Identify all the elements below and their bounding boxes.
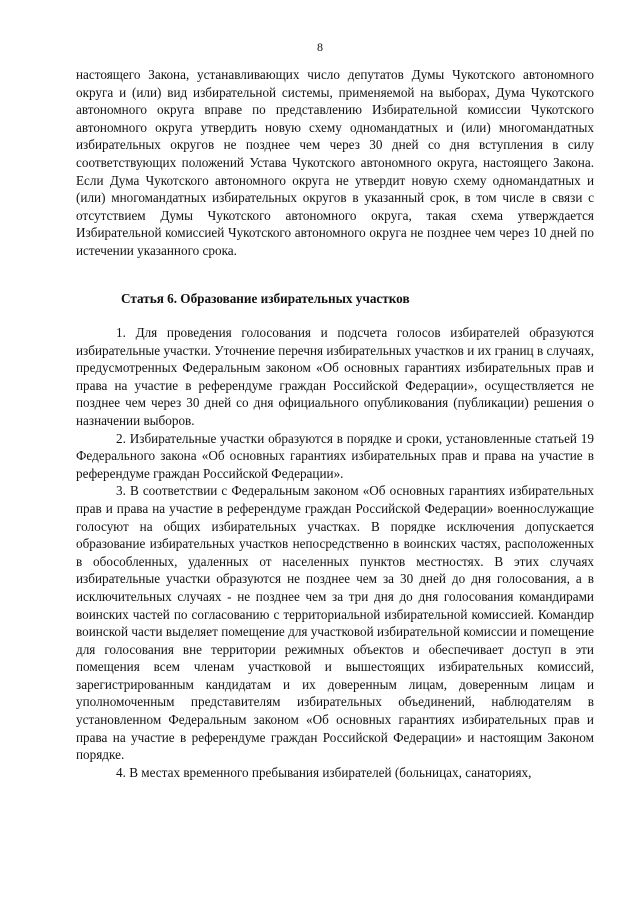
article-item-3: 3. В соответствии с Федеральным законом «Об основных гарантиях избирательных прав и права на участие в референдуме граждан Российской Федерации» военнослужащие голосуют на общих избирательных участках. В порядке исключения допускается образование избирательных участков непосредственно в воинских частях, расположенных в обособленных, удаленных от населенных пунктов местностях. В этих случаях избирательные участки образуются не позднее чем за 30 дней до дня голосования, а в исключительных случаях - не позднее чем за три дня до дня голосования командирами воинских частей по согласованию с территориальной избирательной комиссией. Командир воинской части выделяет помещение для участковой избирательной комиссии и помещение для голосования вне территории режимных объектов и обеспечивает доступ в эти помещения всем членам участковой и вышестоящих избирательных комиссий, зарегистрированным кандидатам и их доверенным лицам, доверенным лицам и уполномоченным представителям избирательных объединений, наблюдателям в установленном Федеральным законом «Об основных гарантиях избирательных прав и права на участие в референдуме граждан Российской Федерации» и настоящим Законом порядке. [76,483,594,763]
article-items [76,324,594,781]
intro-section [76,66,594,260]
article-item-4: 4. В местах временного пребывания избирателей (больницах, санаториях, [116,764,532,780]
intro-paragraph: настоящего Закона, устанавливающих число депутатов Думы Чукотского автономного округа и (или) вид избирательной системы, применяемой на выборах, Дума Чукотского автономного округа вправе по представлению Избирательной комиссии Чукотского автономного округа утвердить новую схему одномандатных и (или) многомандатных избирательных округов не позднее чем через 30 дней со дня вступления в силу соответствующих положений Устава Чукотского автономного округа, настоящего Закона. Если Дума Чукотского автономного округа не утвердит новую схему одномандатных и (или) многомандатных избирательных округов в указанный срок, в том числе в связи с отсутствием Думы Чукотского автономного округа, такая схема утверждается Избирательной комиссией Чукотского автономного округа не позднее чем через 10 дней по истечении указанного срока. [76,67,594,258]
article-item-2: 2. Избирательные участки образуются в порядке и сроки, установленные статьей 19 Федерального закона «Об основных гарантиях избирательных прав и права на участие в референдуме граждан Российской Федерации». [76,430,594,481]
article-item-1: 1. Для проведения голосования и подсчета голосов избирателей образуются избирательные участки. Уточнение перечня избирательных участков и их границ в случаях, предусмотренных Федеральным законом «Об основных гарантиях избирательных прав и права на участие в референдуме граждан Российской Федерации», осуществляется не позднее чем через 30 дней со дня официального опубликования (публикации) решения о назначении выборов. [76,325,594,428]
article-heading: Статья 6. Образование избирательных участков [121,291,410,306]
page-number: 8 [317,40,323,54]
